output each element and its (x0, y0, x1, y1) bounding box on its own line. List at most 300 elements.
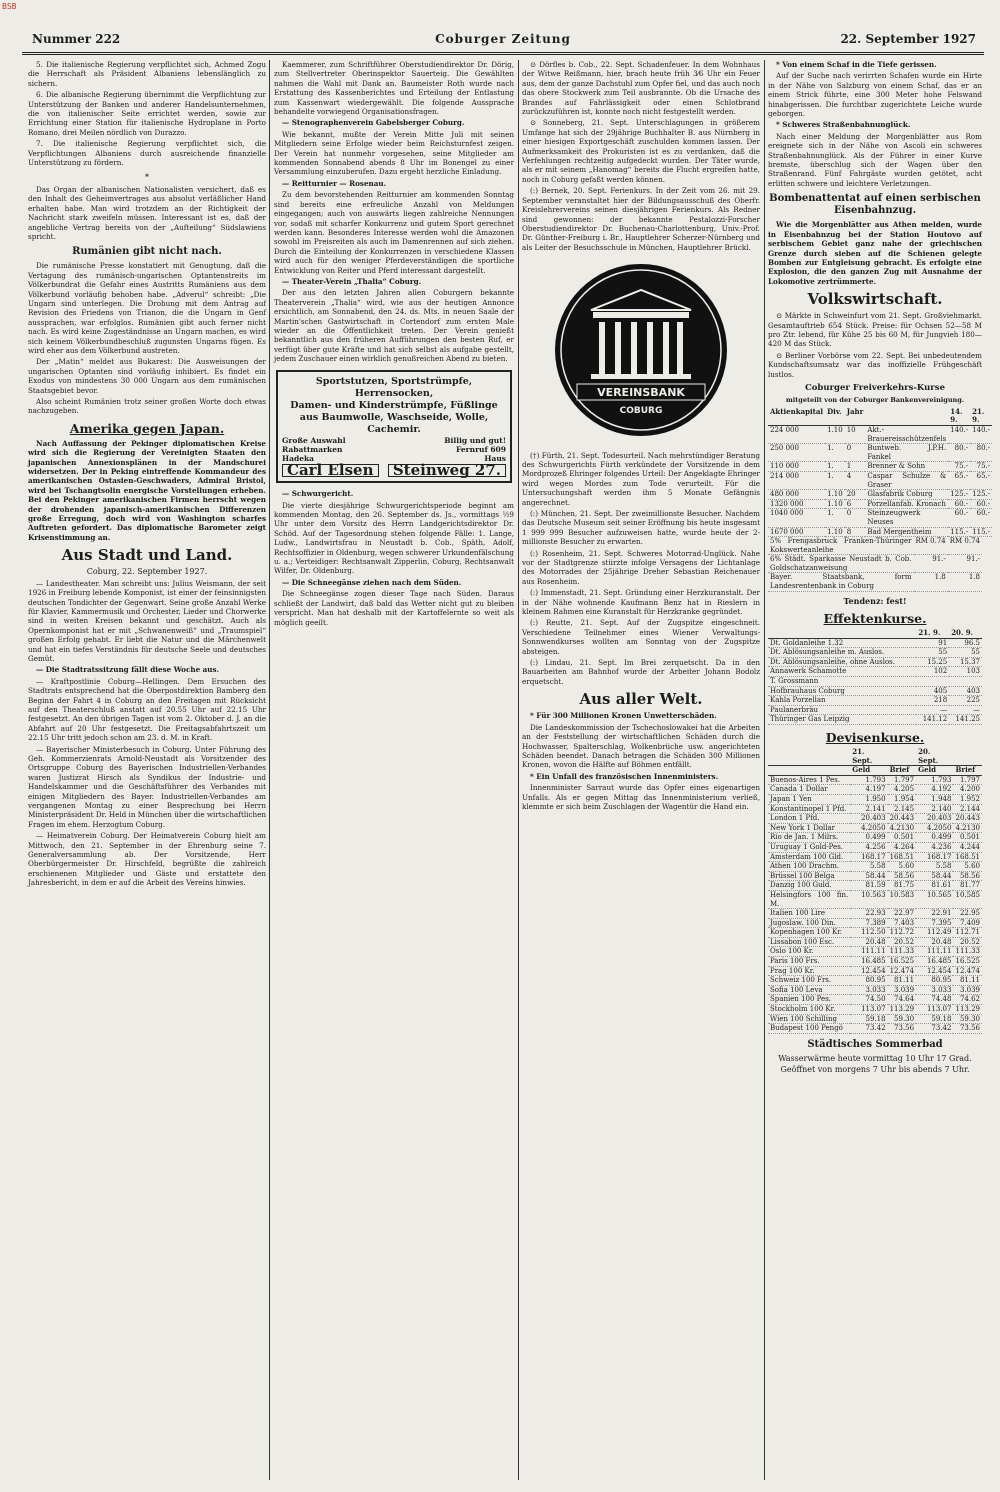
table-cell: Wien 100 Schilling (768, 1014, 850, 1024)
table-cell: 1670 000 (768, 527, 825, 537)
table-cell: 224 000 (768, 425, 825, 443)
table-cell: 112.71 (953, 928, 982, 938)
paragraph: Der „Matin“ meldet aus Bukarest: Die Ausweisungen der ungarischen Optanten sind vorläufig inhibiert. Es findet ein Exodus von mindestens 30 000 Ungarn aus dem rumänischen Staatsgebiet bevor. (28, 357, 266, 395)
table-cell: 55 (916, 648, 949, 658)
table-cell: 103 (949, 667, 982, 677)
ad-text: Hadeka (282, 454, 315, 464)
table-cell: 1.954 (888, 794, 917, 804)
table-cell (949, 677, 982, 687)
table-cell: Uruguay 1 Gold-Pes. (768, 842, 850, 852)
table-row (768, 794, 982, 804)
table-cell: 405 (916, 686, 949, 696)
table-cell: 1.10 (827, 490, 843, 499)
table-row (768, 537, 982, 555)
article-heading: * Schweres Straßenbahnunglück. (776, 120, 911, 130)
kurse-subtitle: mitgeteilt von der Coburger Bankenvereinigung. (785, 396, 965, 405)
table-cell: 480 000 (768, 490, 825, 500)
table-cell (916, 677, 949, 687)
table-cell: Japan 1 Yen (768, 794, 850, 804)
table-cell: 5.60 (888, 862, 917, 872)
table-cell: Stockholm 100 Kr. (768, 1005, 850, 1015)
table-cell: 80.- (948, 444, 970, 462)
table-cell: — (916, 705, 949, 715)
table-row (768, 881, 982, 891)
paragraph: Innenminister Sarraut wurde das Opfer eines eigenartigen Unfalls. Als er gegen Mittag das Innenministerium verließ, klemmte er sich beim Zuschlagen der Wagentür die Hand ein. (522, 783, 760, 811)
table-cell: 168.51 (953, 852, 982, 862)
table-cell: RM 0.74 (948, 537, 982, 555)
effektenkurse-table (768, 629, 982, 725)
table-cell: Dt. Ablösungsanleihe, ohne Auslos. (768, 657, 916, 667)
paragraph: (:) München, 21. Sept. Der zweimillionste Besucher. Nachdem das Deutsche Museum seit seiner Eröffnung bis heute insgesamt 1 999 999 Besucher aufzuweisen hatte, wurde heute der 2-millionste Besucher zu erwarten. (522, 508, 760, 547)
table-cell: 3.033 (850, 985, 887, 995)
logo-city: COBURG (619, 406, 663, 417)
table-cell: 4.2130 (953, 823, 982, 833)
table-cell: 0.501 (888, 833, 917, 843)
paragraph: — Bayerischer Ministerbesuch in Coburg. Unter Führung des Geh. Kommerzienrats Arnold-Neustadt als Vorsitzender des Ortsgruppe Coburg des Bayerischen Industriellen-Verbandes waren Justizrat Hirsch als Syndikus der Industrie- und Handelskammer und die Geschäftsführer des Verbandes mit einigen Mitgliedern des Bayer. Industriellen-Verbandes am vergangenen Montag zu einer Besprechung bei Herrn Ministerpräsident Dr. Held in München über die wirtschaftlichen Fragen im ehem. Herzogtum Coburg. (28, 744, 266, 829)
table-cell: 111.11 (850, 947, 887, 957)
table-cell: 4.2050 (916, 823, 953, 833)
paragraph: ⊙ Märkte in Schweinfurt vom 21. Sept. Großviehmarkt. Gesamtauftrieb 654 Stück. Preise: für Ochsen 52—58 M pro Ztr. lebend, für Kühe 25 bis 60 M, für Jungvieh 180—420 M das Stück. (768, 311, 982, 349)
paragraph: — Heimatverein Coburg. Der Heimatverein Coburg hielt am Mittwoch, den 21. September in der Ehrenburg seine 7. Generalversammlung ab. Der Vorsitzende, Herr Oberbürgermeister Dr. Hirschfeld, begrüßte die zahlreich erschienenen Mitglieder und Gäste und erstattete den Jahresbericht, in dem er auf die Arbeit des Vereins hinwies. (28, 831, 266, 888)
table-row (768, 677, 982, 687)
paragraph: (:) Rosenheim, 21. Sept. Schweres Motorrad-Unglück. Nahe vor der Stadtgrenze stürzte infolge Versagens der Lichtanlage des Motorrades der 25jährige Dreher Sebastian Reichenauer aus Rosenheim. (522, 548, 760, 586)
table-cell: 7.403 (888, 918, 917, 928)
table-cell: 6 (845, 499, 866, 509)
table-cell: 10.585 (953, 890, 982, 908)
article-heading: — Stenographenverein Gabelsberger Coburg. (282, 118, 465, 128)
table-cell: Buntweb. J.P.H. Fankel (867, 444, 947, 461)
table-cell: 81.61 (916, 881, 953, 891)
article-heading: * Ein Unfall des französischen Innenministers. (530, 771, 719, 781)
table-cell: 5% Frengasbruck Franken-Thüringer Kokswerteanleihe (770, 537, 912, 554)
masthead (22, 30, 984, 55)
section-heading-effektenkurse: Effektenkurse. (823, 611, 927, 627)
table-cell: 73.56 (888, 1024, 917, 1034)
column-divider (518, 60, 519, 1480)
issue-number: Nummer 222 (32, 32, 121, 46)
table-cell: 12.474 (953, 966, 982, 976)
table-row (768, 667, 982, 677)
table-row (768, 527, 992, 537)
table-cell: Glasfabrik Coburg (865, 490, 948, 500)
table-cell: 59.18 (850, 1014, 887, 1024)
table-cell: 16.485 (916, 957, 953, 967)
table-row (768, 966, 982, 976)
table-cell: Spanien 100 Pes. (768, 995, 850, 1005)
table-cell: 1.8 (914, 573, 948, 591)
section-heading-aus-aller-welt: Aus aller Welt. (579, 690, 703, 709)
table-cell: Akt.-Brauereisschützenfels (867, 425, 947, 443)
table-row (768, 947, 982, 957)
table-row (768, 509, 992, 527)
ad-address: Steinweg 27. (388, 464, 506, 477)
paragraph: Die Schneegänse zogen dieser Tage nach Süden. Daraus schließt der Landwirt, daß bald das Wetter nicht gut zu bleiben verspricht. Man hat deshalb mit der Kartoffelernte so weit als möglich geeilt. (274, 589, 514, 627)
table-cell: 16.525 (889, 957, 915, 966)
table-cell: 112.72 (889, 928, 915, 937)
ad-row (282, 460, 506, 479)
table-cell: 6% Städt. Sparkasse Neustadt b. Cob. Goldschatzanweisung (770, 555, 912, 572)
table-cell: 403 (949, 686, 982, 696)
paragraph: Nach Auffassung der Pekinger diplomatischen Kreise wird sich die Regierung der Vereinigten Staaten den japanischen Annexionsplänen in der Mandschurei widersetzen. Der in Peking eintreffende Kommandeur des amerikanischen Ostasien-Geschwaders, Admiral Bristol, wird bei Tschangtsolin energische Vorstellungen erheben. Bei den Pekinger amerikanischen Firmen herrscht wegen der drohenden japanisch-amerikanischen Differenzen große Erregung, doch wird von Washington scharfes Auftreten gefordert. Das diplomatische Barometer zeigt Krisenstimmung an. (28, 438, 266, 542)
table-row (768, 715, 982, 725)
table-cell: 73.42 (850, 1024, 887, 1034)
table-cell: 4.197 (850, 785, 887, 795)
paragraph: Wie bekannt, mußte der Verein Mitte Juli mit seinen Mitgliedern seine Erfolge wieder beim Reichsturnfest zeigen. Der Verein hat nunmehr vorgesehen, seine Mitglieder am kommenden Sonnabend abends 8 Uhr im Bonengel zu einer Versammlung einzuberufen. Dazu ergeht herzliche Einladung. (274, 129, 514, 177)
table-cell: 2.144 (953, 804, 982, 814)
table-cell: Athen 100 Drachm. (768, 862, 850, 872)
table-cell: 1.950 (850, 794, 887, 804)
table-header-cell: Geld (850, 766, 887, 776)
paragraph: Die rumänische Presse konstatiert mit Genugtung, daß die Vertagung des rumänisch-ungarischen Optantenstreits im Völkerbundrat die Gefahr eines Austritts Rumäniens aus dem Völkerbund vorläufig behoben habe. „Adverul“ schreibt: „Die Ungarn sind unterlegen. Die Drohung mit dem Antrag auf Revision des Friedens von Trianon, die die Ungarn in Genf aussprachen, war erfolglos. Rumänien gibt auch ferner nicht nach. Es wird keine Zugeständnisse an Ungarn machen, es wird sich keinem Völkerbundbeschluß zugunsten Ungarns fügen. Es wird eher aus dem Völkerbund austreten. (28, 261, 266, 355)
article-heading: — Die Schneegänse ziehen nach dem Süden. (282, 577, 462, 587)
table-cell: Porzellanfab. Kronach (865, 499, 948, 509)
table-cell: 10.563 (850, 890, 887, 908)
paragraph: Wie die Morgenblätter aus Athen melden, wurde in Eisenbahnzug bei der Station Houtovo auf serbischem Gebiet ganz nahe der griechischen Grenze durch sieben auf die Schienen gelegte Bomben zur Entgleisung gebracht. Es erfolgte eine Explosion, die den ganzen Zug mit Ausnahme der Lokomotive zertrümmerte. (768, 220, 982, 286)
table-cell: 60.- (948, 509, 970, 527)
table-cell: 1. (825, 444, 845, 462)
table-cell: 81.11 (888, 976, 917, 986)
table-cell: 73.42 (916, 1024, 953, 1034)
headline-sommerbad: Städtisches Sommerbad (807, 1038, 943, 1050)
table-header-cell (888, 748, 917, 766)
table-cell: 10 (845, 425, 866, 443)
table-cell: Kopenhagen 100 Kr. (768, 928, 850, 938)
table-cell: 218 (916, 696, 949, 706)
paragraph: (:) Immenstadt, 21. Sept. Gründung einer Herzkuranstalt. Der in der Nähe wohnende Kaufmann Benz hat in Rieslern in kleinem Rahmen eine Kuranstalt für Herzkranke gegründet. (522, 588, 760, 617)
ad-text: Billig und gut! (444, 435, 506, 445)
paragraph: Das Organ der albanischen Nationalisten versichert, daß es den Inhalt des Geheimvertrages aus absolut verläßlicher Hand erhalten habe. Man wird trotzdem an der Richtigkeit der Nachricht stark zweifeln müssen. Interessant ist es, daß der angebliche Vertrag bereits von der „Aufteilung“ Südslawiens spricht. (28, 184, 266, 241)
table-cell: Jugoslaw. 100 Din. (768, 918, 850, 928)
paragraph: ⊙ Sonneberg, 21. Sept. Unterschlagungen in größerem Umfange hat sich der 29jährige Buchhalter B. aus Nürnberg in einer hiesigen Exportgeschäft zuschulden kommen lassen. Der Aufmerksamkeit des Prokuristen ist es zu verdanken, daß die Verfehlungen rechtzeitig aufgedeckt wurden. Der Täter wurde, als er mit seinem „Hanomag“ bereits die Flucht ergreifen hatte, noch in Coburg gefaßt werden können. (522, 118, 760, 184)
article-heading: * Für 300 Millionen Kronen Unwetterschäden. (530, 711, 717, 721)
table-cell: 4.192 (916, 785, 953, 795)
table-cell: Canada 1 Dollar (768, 785, 850, 795)
table-header-cell: 21. 9. (970, 408, 992, 426)
paragraph: Also scheint Rumänien trotz seiner großen Worte doch etwas nachzugeben. (28, 397, 266, 416)
table-cell: 58.56 (953, 871, 982, 881)
table-cell: 125.- (972, 490, 991, 499)
table-cell: 20 (845, 490, 866, 500)
table-cell: 1.948 (916, 794, 953, 804)
table-row (768, 490, 992, 500)
logo-text: VEREINSBANK (597, 386, 685, 400)
column-4 (768, 60, 991, 1480)
table-cell: 111.33 (953, 947, 982, 957)
paragraph: (:) Bernek, 20. Sept. Ferienkurs. In der Zeit vom 26. mit 29. September veranstaltet hier der Bildungsausschuß des Oberfr. Kreislehrervereins seinen diesjährigen Ferienkurs. Als Redner sind gewonnen: der bekannte Pestalozzi-Forscher Oberstudiendirektor Dr. Buchenau-Charlottenburg, Univ.-Prof. Dr. Günther-Freiburg i. Br., Hauptlehrer Scherzer-Nürnberg und als Leiter der Besuchsschule in München, Hauptlehrer Brückl. (522, 186, 760, 252)
table-cell: 115.- (950, 527, 969, 536)
table-cell: 1.10 (827, 527, 843, 536)
table-cell: Buenos-Aires 1 Pes. (768, 775, 850, 785)
table-cell: Helsingfors 100 fin. M. (770, 890, 849, 908)
newspaper-title: Coburger Zeitung (435, 32, 571, 46)
table-row (768, 462, 992, 472)
article-heading: — Reitturnier — Rosenau. (282, 178, 387, 188)
ad-merchant-name: Carl Elsen (282, 464, 379, 477)
table-cell: 15.37 (949, 657, 982, 667)
table-cell: 80.95 (916, 976, 953, 986)
table-row (768, 985, 982, 995)
table-row (768, 657, 982, 667)
table-header-cell: 20. 9. (949, 629, 982, 638)
table-cell: 91.- (948, 555, 982, 573)
table-row (768, 871, 982, 881)
table-row (768, 937, 982, 947)
table-cell: 141.12 (916, 715, 949, 725)
column-1 (28, 60, 266, 1480)
table-header-cell (768, 766, 850, 776)
table-cell: Annawerk Schamotte (768, 667, 916, 677)
kurse-extra-table (768, 537, 982, 592)
table-cell: RM 0.74 (914, 537, 948, 555)
table-row (768, 890, 982, 908)
table-cell: 59.30 (888, 1014, 917, 1024)
table-cell: 1.793 (916, 775, 953, 785)
kurse-title: Coburger Freiverkehrs-Kurse (805, 382, 945, 393)
table-cell: 115.- (972, 527, 991, 536)
paragraph: (:) Reutte, 21. Sept. Auf der Zugspitze eingeschneit. Verschiedene Teilnehmer eines Wiener Verwaltungs-Sonnwendkurses wollten am Sonntag von der Zugspitze absteigen. (522, 618, 760, 656)
table-cell: 20.48 (850, 937, 887, 947)
table-row (768, 638, 982, 648)
paragraph: (†) Fürth, 21. Sept. Todesurteil. Nach mehrstündiger Beratung des Schwurgerichts Fürth verkündete der Vorsitzende in dem Mordprozeß Ehringer folgendes Urteil: Der Angeklagte Ehringer wird wegen Mordes zum Tode verurteilt. Für die Untersuchungshaft werden ihm 5 Monate Gefängnis angerechnet. (522, 450, 760, 507)
paragraph: Die vierte diesjährige Schwurgerichtsperiode beginnt am kommenden Montag, den 26. September ds. Js., vormittags ½9 Uhr unter dem Vorsitz des Herrn Landgerichtsdirektor Dr. Schöd. Auf der Tagesordnung stehen folgende Fälle: 1. Lange, Ludw., Landwirtsfrau in Neustadt b. Cob., Späth, Adolf, Rechtsoffizier in Oldenburg, wegen schwerer Urkundenfälschung u. a.; Verteidiger: Rechtsanwalt Zipperlin, Coburg, Rechtsanwalt Wilfer, Dr. Oldenburg. (274, 500, 514, 576)
table-header-cell: 21. 9. (916, 629, 949, 638)
table-cell: Caspar Schulze & Graser (867, 471, 947, 489)
table-cell: Bad Mergentheim (865, 527, 948, 537)
table-cell: 16.485 (850, 957, 887, 967)
table-cell: 2.140 (916, 804, 953, 814)
table-header-cell: Aktienkapital (768, 408, 825, 426)
table-header-cell (865, 408, 948, 426)
table-cell: 2.145 (888, 804, 917, 814)
table-row (768, 995, 982, 1005)
paragraph: — Landestheater. Man schreibt uns: Julius Weismann, der seit 1926 in Freiburg lebende Komponist, ist einer der feinsinnigsten deutschen Tondichter der Gegenwart. Seine große Anzahl Werke für Klavier, Kammermusik und Orchester, Lieder und Chorwerke sind in weiten Kreisen bekannt und geschätzt. Auch als Opernkomponist hat er mit „Schwanenweiß“ und „Traumspiel“ großen Erfolg gehabt. Er liebt die Natur und die Märchenwelt und hat ein tiefes Verständnis für deutsche Seele und deutsches Gemüt. (28, 578, 266, 663)
table-cell: 250 000 (768, 444, 825, 462)
table-row (768, 814, 982, 824)
table-cell: 65.- (970, 471, 992, 489)
notice: Wasserwärme heute vormittag 10 Uhr 17 Grad. (778, 1053, 972, 1063)
section-heading-volkswirtschaft: Volkswirtschaft. (807, 290, 943, 309)
table-cell: 1.952 (953, 794, 982, 804)
table-cell: 1.797 (953, 775, 982, 785)
table-cell: Brüssel 100 Belga (768, 871, 850, 881)
table-cell: 4.205 (888, 785, 917, 795)
table-cell: Lissabon 100 Esc. (768, 937, 850, 947)
section-heading-stadt-land: Aus Stadt und Land. (61, 546, 233, 565)
table-cell: Sofia 100 Leva (768, 985, 850, 995)
vereinsbank-advertisement (522, 260, 760, 442)
table-cell: Budapest 100 Pengö (768, 1024, 850, 1034)
table-header-cell: Geld (916, 766, 953, 776)
table-cell: Dt. Goldanleihe 1.32 (768, 638, 916, 648)
table-row (768, 444, 992, 462)
table-cell: 60.- (970, 499, 992, 509)
table-cell: Konstantinopel 1 Pfd. (768, 804, 850, 814)
table-cell: 20.403 (850, 814, 887, 824)
table-cell: 59.30 (953, 1014, 982, 1024)
table-header-cell: Div. (825, 408, 845, 426)
table-cell: 111.11 (916, 947, 953, 957)
table-cell: 55 (949, 648, 982, 658)
table-cell: 5.58 (850, 862, 887, 872)
table-row (768, 499, 992, 509)
ad-text: Fernruf 609 (456, 445, 506, 454)
table-cell: Bayer. Staatsbank, form Landesrentenbank in Coburg (770, 573, 912, 591)
table-cell: 1 (845, 462, 866, 472)
table-header-cell: 14. 9. (948, 408, 970, 426)
table-cell: 10.583 (888, 890, 917, 908)
table-cell: 16.525 (953, 957, 982, 967)
table-row (768, 804, 982, 814)
paragraph: 5. Die italienische Regierung verpflichtet sich, Achmed Zogu die Herrschaft als Präsident Albaniens lebenslänglich zu sichern. (28, 60, 266, 88)
table-cell: 4.200 (953, 785, 982, 795)
table-cell: 112.49 (916, 928, 953, 938)
article-heading: — Theater-Verein „Thalia“ Coburg. (282, 276, 422, 286)
table-row (768, 976, 982, 986)
table-cell: 10.565 (916, 890, 953, 908)
vereinsbank-logo-icon (541, 260, 741, 440)
table-row (768, 909, 982, 919)
table-row (768, 842, 982, 852)
table-cell: 22.93 (850, 909, 887, 919)
table-cell: 113.29 (953, 1005, 982, 1015)
table-cell: 58.44 (850, 871, 887, 881)
table-cell: 168.17 (916, 852, 953, 862)
column-2 (274, 60, 514, 1480)
table-cell: 96.5 (949, 638, 982, 648)
paragraph: — Kraftpostlinie Coburg—Hellingen. Dem Ersuchen des Stadtrats entsprechend hat die Oberpostdirektion Bamberg den Beginn der Fahrt 4 in Coburg an den Freitagen mit Rücksicht auf den Theaterschluß anstatt auf 20.55 Uhr auf 22.15 Uhr festgesetzt. An den übrigen Tagen ist vom 2. Oktober d. J. an die Abfahrt auf 20 Uhr festgesetzt. Die Freitagsabfahrtszeit um 22.15 Uhr tritt jedoch schon am 23. d. M. in Kraft. (28, 676, 266, 743)
table-cell: 1320 000 (768, 499, 825, 509)
table-cell: 4.244 (953, 842, 982, 852)
table-cell: 60.- (948, 499, 970, 509)
table-cell: 4.2050 (850, 823, 887, 833)
ad-row (282, 436, 506, 445)
table-cell: 74.50 (850, 995, 887, 1005)
table-cell: 4 (845, 471, 866, 489)
table-cell: 112.50 (850, 928, 887, 938)
table-cell: 140.- (970, 425, 992, 443)
table-header-cell: 20. Sept. (916, 748, 953, 766)
table-row (768, 686, 982, 696)
table-header-cell: Jahr (845, 408, 866, 426)
table-cell: 113.07 (850, 1005, 887, 1015)
article-heading: — Schwurgericht. (282, 489, 354, 499)
table-cell: 7.395 (916, 918, 953, 928)
table-row (768, 648, 982, 658)
dateline: Coburg, 22. September 1927. (86, 567, 208, 577)
table-header-cell: Brief (888, 766, 917, 776)
table-cell: 2.141 (850, 804, 887, 814)
table-row (768, 1024, 982, 1034)
table-cell: 125.- (950, 490, 969, 499)
table-row (768, 775, 982, 785)
table-cell: 3.039 (953, 985, 982, 995)
table-cell: 4.256 (850, 842, 887, 852)
table-cell: 0.499 (850, 833, 887, 843)
table-row (768, 823, 982, 833)
table-cell: Oslo 100 Kr. (768, 947, 850, 957)
table-cell: Dt. Ablösungsanleihe m. Auslos. (768, 648, 916, 658)
ad-line: Sportstutzen, Sportstrümpfe, Herrensocken, (315, 375, 473, 399)
notice: — Die Stadtratssitzung fällt diese Woche aus. (36, 665, 220, 675)
table-row (768, 862, 982, 872)
table-cell: 168.51 (889, 852, 915, 861)
table-cell: 20.403 (916, 814, 953, 824)
devisenkurse-table (768, 748, 982, 1034)
table-cell: 140.- (948, 425, 970, 443)
table-cell: 12.454 (916, 966, 953, 976)
table-row (768, 957, 982, 967)
table-cell: 4.236 (916, 842, 953, 852)
table-header-cell: 21. Sept. (850, 748, 887, 766)
table-cell: Paris 100 Frs. (768, 957, 850, 967)
paragraph: 6. Die albanische Regierung übernimmt die Verpflichtung zur Unterstützung der Banken und anderer Handelsunternehmen, die von italienischer Seite errichtet werden, sowie zur Errichtung einer Station für italienische Hydroplane in Porto Romano, drei Meilen nördlich von Durazzo. (28, 90, 266, 137)
table-cell: 20.48 (916, 937, 953, 947)
table-cell: 22.97 (888, 909, 917, 919)
paragraph: 7. Die italienische Regierung verpflichtet sich, die Verpflichtungen Albaniens durch ausreichende finanzielle Unterstützung zu fördern. (28, 139, 266, 168)
table-row (768, 785, 982, 795)
table-cell: 5.58 (916, 862, 953, 872)
table-cell: 0.499 (916, 833, 953, 843)
table-row (768, 425, 992, 443)
table-cell: Kahla Porzellan (768, 696, 916, 706)
table-cell: 20.443 (953, 814, 982, 824)
table-cell: 1.793 (850, 775, 887, 785)
tendenz: Tendenz: fest! (843, 595, 907, 606)
table-cell: 81.77 (953, 881, 982, 891)
table-cell: T. Grossmann (768, 677, 916, 687)
paragraph: Auf der Suche nach verirrten Schafen wurde ein Hirte in der Nähe von Salzburg von einem Schaf, das er an einem Strick führte, eine 300 Meter hohe Felswand hinabgerissen. Die furchtbar zugerichtete Leiche wurde geborgen. (768, 71, 982, 119)
table-cell: 0 (845, 444, 866, 462)
table-cell: 168.17 (850, 852, 887, 862)
table-cell: 15.25 (916, 657, 949, 667)
table-cell: 91 (916, 638, 949, 648)
table-cell: 141.25 (949, 715, 982, 725)
issue-date: 22. September 1927 (840, 32, 976, 46)
separator-asterisk: * (145, 172, 149, 182)
section-heading-devisenkurse: Devisenkurse. (825, 730, 925, 745)
table-cell: 81.11 (953, 976, 982, 986)
table-cell: 1.10 (827, 499, 843, 508)
table-cell: 5.60 (953, 862, 982, 872)
table-cell: 74.48 (916, 995, 953, 1005)
table-cell: 8 (845, 527, 866, 537)
paragraph: Die Landeskommission der Tschechoslowakei hat die Arbeiten an der Feststellung der wirtschaftlichen Schäden durch die Hochwasser, Spalterschlag, Wolkenbrüche usw. angerichteten Schäden beendet. Danach betragen die Schäden 300 Millionen Kronen, wovon die Hälfte auf Böhmen entfällt. (522, 722, 760, 770)
table-cell: 1. (825, 462, 845, 472)
table-cell: 74.64 (888, 995, 917, 1005)
table-cell: 12.454 (850, 966, 887, 976)
table-cell: Prag 100 Kr. (768, 966, 850, 976)
table-cell: 80.95 (850, 976, 887, 986)
table-cell: 60.- (970, 509, 992, 527)
table-cell: — (949, 705, 982, 715)
table-row (768, 852, 982, 862)
paragraph: ⊙ Berliner Vorbörse vom 22. Sept. Bei unbedeutendem Kundschaftsumsatz war das inoffizielle Frühgeschäft lustlos. (768, 350, 982, 379)
table-cell: Amsterdam 100 Gld. (768, 852, 850, 862)
table-cell: 7.409 (953, 918, 982, 928)
table-cell: 110 000 (768, 462, 825, 472)
paragraph: Kaemmerer, zum Schriftführer Oberstudiendirektor Dr. Dörig, zum Stellvertreter Oberinspektor Sauerteig. Die Gewählten nahmen die Wahl mit Dank an. Baumeister Roth wurde nach Erstattung des Kassenberichtes und Erteilung der Entlastung zum Kassenwart wiedergewählt. Die folgende Aussprache behandelte vorwiegend Organisationsfragen. (274, 60, 514, 117)
table-cell: 75.- (970, 462, 992, 472)
table-cell: 65.- (948, 471, 970, 489)
table-cell: Brenner & Sohn (865, 462, 948, 472)
table-row (768, 696, 982, 706)
table-cell: 1. (825, 509, 845, 527)
table-cell: 1.8 (948, 573, 982, 591)
table-cell: 113.29 (889, 1005, 915, 1014)
freiverkehrs-kurse-table (768, 408, 992, 537)
table-cell: 81.75 (888, 881, 917, 891)
column-divider (764, 60, 765, 1480)
